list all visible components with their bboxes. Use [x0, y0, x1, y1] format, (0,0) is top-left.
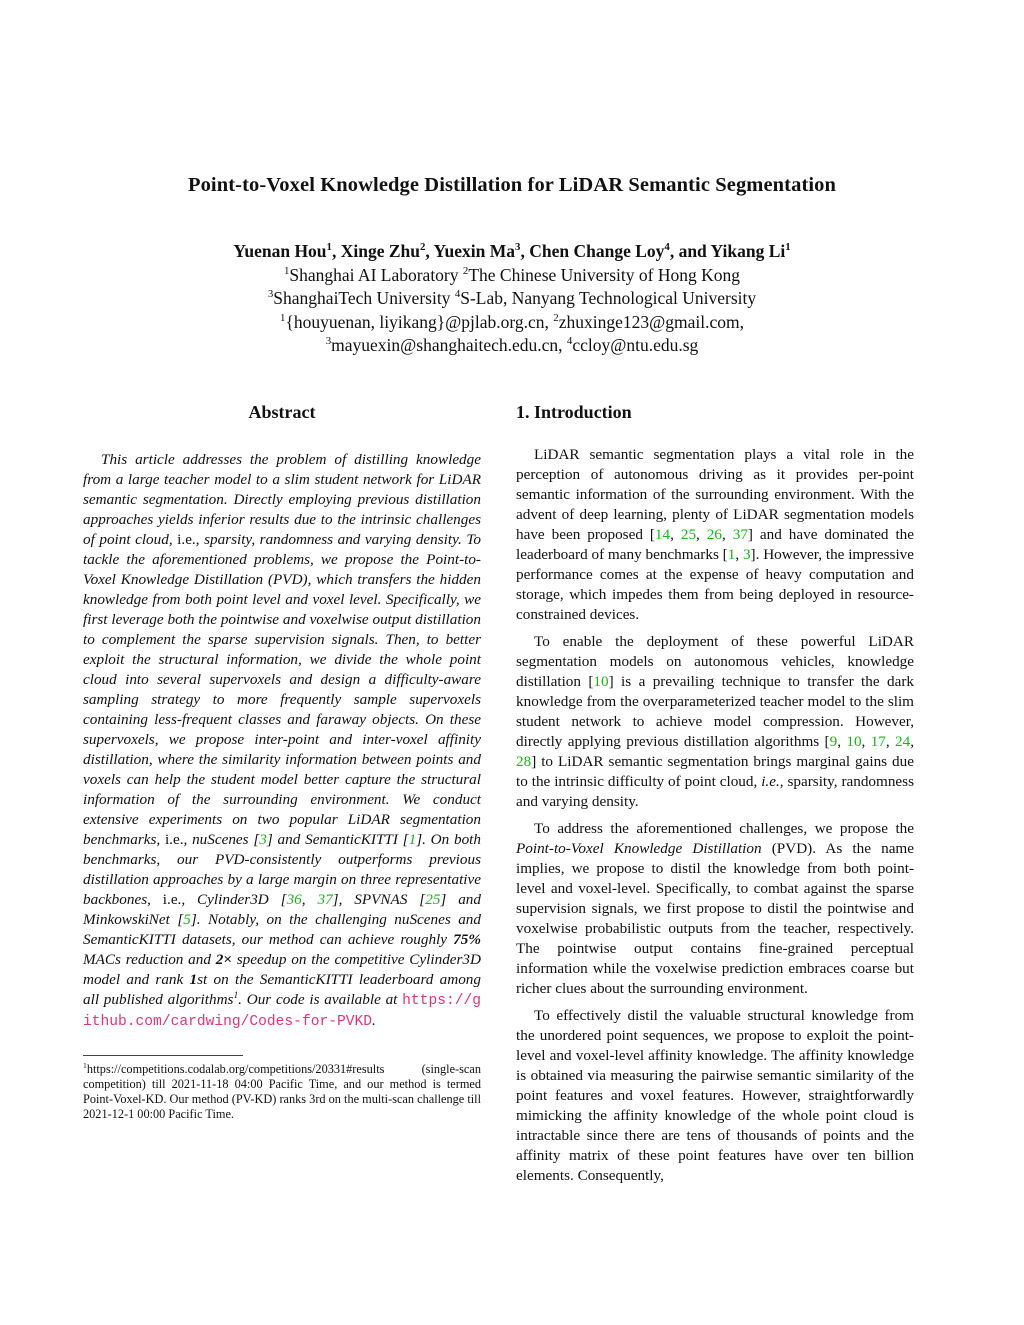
author-name: Chen Change Loy — [529, 241, 665, 261]
text-upright: i.e. — [164, 831, 184, 848]
text-italic: i.e. — [761, 773, 780, 790]
text-italic: speedup on the competitive Cylinder3D model and rank — [83, 951, 481, 988]
citation-link[interactable]: 25 — [680, 526, 697, 543]
affiliation-mark: 4 — [454, 288, 461, 301]
text-run: ] to LiDAR semantic segmentation brings marginal gains due to the intrinsic difficulty of point cloud, — [516, 753, 914, 790]
affiliation-mark: 1 — [283, 264, 290, 277]
affiliation-text: ShanghaiTech University — [273, 288, 455, 308]
citation-link[interactable]: 3 — [742, 546, 751, 563]
text-italic: . — [372, 1012, 376, 1029]
right-column — [516, 402, 914, 1186]
citation-link[interactable]: 25 — [425, 891, 441, 908]
affiliation-mark: 2 — [462, 264, 469, 277]
text-run: (PVD). As the name implies, we propose to distil the knowledge from both point-level and voxel-level. Specifically, to combat against the sparse supervision signals, we first propose to distil the pointwise and voxelwise probabilistic outputs from the teacher, respectively. The pointwise output contains fine-grained perceptual information while the voxelwise prediction embraces coarse but richer clues about the surrounding environment. — [516, 840, 914, 997]
author-separator: , — [520, 241, 530, 261]
introduction-body — [516, 445, 914, 1186]
text-run: To effectively distil the valuable structural knowledge from the unordered point sequences, we propose to exploit the point-level and voxel-level affinity knowledge. The affinity knowledge is obtained via measuring the pairwise semantic similarity of the point features and voxel features. However, straightforwardly mimicking the affinity knowledge of the whole point cloud is intractable since there are tens of thousands of points and the affinity matrix of these point features have over ten billion elements. Consequently, — [516, 1007, 914, 1184]
text-italic: , nuScenes [ — [183, 831, 260, 848]
text-italic: ] and SemanticKITTI [ — [266, 831, 409, 848]
text-italic: , Cylinder3D [ — [181, 891, 287, 908]
text-italic: . Our code is available at — [238, 991, 403, 1008]
text-run: ] is a prevailing technique to transfer the dark knowledge from the overparameterized teacher model to the slim student network to achieve model compression. However, directly applying previous distillation algorithms [ — [516, 673, 914, 750]
citation-link[interactable]: 37 — [732, 526, 748, 543]
text-run: LiDAR semantic segmentation plays a vital role in the perception of autonomous driving as it provides per-point semantic information of the surrounding environment. With the advent of deep learning, plenty of LiDAR segmentation models have been proposed [ — [516, 446, 914, 543]
citation-link[interactable]: 10 — [593, 673, 609, 690]
affiliation-text: zhuxinge123@gmail.com, — [558, 311, 744, 332]
citation-link[interactable]: 3 — [259, 831, 267, 848]
text-italic: st on the SemanticKITTI leaderboard among all published algorithms — [83, 971, 481, 1008]
citation-link[interactable]: 26 — [706, 526, 722, 543]
affiliation-mark: 2 — [419, 241, 426, 254]
author-separator: , — [669, 241, 679, 261]
text-upright: i.e. — [162, 891, 182, 908]
affiliation-mark: 1 — [785, 241, 791, 254]
text-bold: 1 — [189, 971, 198, 988]
affiliation-mark: 1 — [326, 241, 332, 254]
citation-link[interactable]: 1 — [408, 831, 417, 848]
text-upright: i.e. — [177, 531, 196, 548]
text-run: , — [696, 526, 707, 543]
citation-link[interactable]: 37 — [317, 891, 333, 908]
author-name: Yuenan Hou — [233, 241, 327, 261]
author-name: Yuexin Ma — [433, 241, 516, 261]
affiliation-mark: 3 — [325, 335, 332, 348]
email-line-2 — [0, 334, 1024, 358]
citation-link[interactable]: 36 — [286, 891, 302, 908]
author-block — [0, 240, 1024, 358]
text-run: , — [910, 733, 915, 750]
text-italic: This article addresses the problem of distilling knowledge from a large teacher model to a slim student network for LiDAR semantic segmentation. Directly employing previous distillation approaches yields inferior results due to the intrinsic challenges of point cloud, — [83, 451, 481, 548]
affiliation-text: The Chinese University of Hong Kong — [468, 264, 741, 285]
citation-link[interactable]: 14 — [654, 526, 671, 543]
text-italic: , sparsity, randomness and varying density. To tackle the aforementioned problems, we propose the Point-to-Voxel Knowledge Distillation (PVD), which transfers the hidden knowledge from both point level and voxel level. Specifically, we first leverage both the pointwise and voxelwise output distillation to complement the sparse supervision signals. Then, to better exploit the structural information, we divide the whole point cloud into several supervoxels and design a difficulty-aware sampling strategy to more frequently sample supervoxels containing less-frequent classes and faraway objects. On these supervoxels, we propose inter-point and inter-voxel affinity distillation, where the similarity information between points and voxels can help the student model better capture the structural information of the surrounding environment. We conduct extensive experiments on two popular LiDAR segmentation benchmarks, — [83, 531, 481, 848]
text-bold: 2× — [215, 951, 232, 968]
text-run: ] and have dominated the leaderboard of many benchmarks [ — [516, 526, 915, 563]
text-run: , — [670, 526, 681, 543]
abstract-heading: Abstract — [248, 402, 316, 422]
author-list — [0, 240, 1024, 264]
abstract-body — [83, 450, 481, 1032]
intro-paragraph — [516, 819, 914, 999]
footnote-ref: 1 — [233, 990, 239, 1001]
code-url-link[interactable]: https://github.com/cardwing/Codes-for-PVKD — [83, 993, 481, 1030]
affiliation-mark: 4 — [566, 335, 573, 348]
author-separator: , — [425, 241, 434, 261]
affiliation-mark: 2 — [553, 311, 559, 324]
citation-link[interactable]: 9 — [829, 733, 838, 750]
citation-link[interactable]: 28 — [516, 753, 532, 770]
citation-link[interactable]: 17 — [870, 733, 886, 750]
text-run: To address the aforementioned challenges, we propose the — [534, 820, 914, 837]
affiliation-text: ccloy@ntu.edu.sg — [572, 335, 699, 355]
intro-paragraph — [516, 632, 914, 812]
footnote — [83, 1062, 481, 1122]
affiliation-mark: 1 — [280, 311, 286, 324]
text-italic: Point-to-Voxel Knowledge Distillation — [516, 840, 762, 857]
text-run: , — [885, 733, 896, 750]
text-italic: ]. On both benchmarks, our PVD-consistently outperforms previous distillation approaches by a large margin on three representative backbones, — [83, 831, 481, 908]
text-bold: 75% — [453, 931, 481, 948]
footnote-mark: 1 — [83, 1060, 87, 1070]
affiliation-text: S-Lab, Nanyang Technological University — [460, 288, 757, 308]
citation-link[interactable]: 24 — [895, 733, 911, 750]
affiliation-text: {houyuenan, liyikang}@pjlab.org.cn, — [285, 311, 554, 332]
author-name: Xinge Zhu — [340, 241, 420, 261]
text-run: ]. However, the impressive performance comes at the expense of heavy computation and storage, which impedes them from being deployed in resource-constrained devices. — [516, 546, 915, 623]
footnote-divider — [83, 1055, 243, 1056]
citation-link[interactable]: 1 — [727, 546, 736, 563]
affiliation-mark: 3 — [267, 288, 274, 301]
text-italic: , — [301, 891, 318, 908]
affiliation-text: Shanghai AI Laboratory — [289, 264, 463, 285]
citation-link[interactable]: 5 — [183, 911, 191, 928]
affiliation-line-1 — [0, 264, 1024, 288]
text-run: To enable the deployment of these powerful LiDAR segmentation models on autonomous vehicles, knowledge distillation [ — [516, 633, 914, 690]
email-line-1 — [0, 311, 1024, 335]
text-run: , — [837, 733, 847, 750]
intro-paragraph — [516, 445, 914, 625]
text-run: , — [861, 733, 871, 750]
text-italic: ], SPVNAS [ — [332, 891, 426, 908]
text-run: , — [721, 526, 733, 543]
introduction-heading: 1. Introduction — [516, 402, 632, 422]
text-run: , sparsity, randomness and varying density. — [516, 773, 914, 810]
affiliation-text: mayuexin@shanghaitech.edu.cn, — [331, 335, 567, 355]
text-italic: ]. Notably, on the challenging nuScenes and SemanticKITTI datasets, our method can achieve roughly — [83, 911, 481, 948]
left-column — [83, 402, 481, 1122]
author-separator: , — [331, 241, 341, 261]
affiliation-mark: 4 — [664, 241, 670, 254]
paper-title: Point-to-Voxel Knowledge Distillation for LiDAR Semantic Segmentation — [187, 174, 837, 196]
text-italic: MACs reduction and — [83, 951, 216, 968]
footnote-text: https://competitions.codalab.org/competitions/20331#results (single-scan competition) till 2021-11-18 04:00 Pacific Time, and our method is termed Point-Voxel-KD. Our method (PV-KD) ranks 3rd on the multi-scan challenge till 2021-12-1 00:00 Pacific Time. — [83, 1062, 481, 1121]
text-italic: ] and MinkowskiNet [ — [83, 891, 481, 928]
citation-link[interactable]: 10 — [846, 733, 862, 750]
text-run: , — [735, 546, 743, 563]
affiliation-line-2 — [0, 287, 1024, 311]
author-name: and Yikang Li — [678, 241, 786, 261]
affiliation-mark: 3 — [515, 241, 521, 254]
intro-paragraph — [516, 1006, 914, 1186]
